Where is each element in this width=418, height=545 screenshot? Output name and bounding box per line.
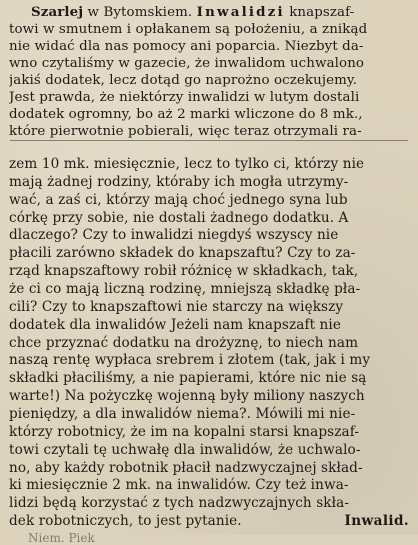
body-line: rząd knapszaftowy robił różnicę w składkach, tak, bbox=[9, 263, 359, 280]
body-line: dlaczego? Czy to inwalidzi niegdyś wszyscy nie bbox=[9, 227, 339, 244]
last-body-text: dek robotniczych, to jest pytanie. bbox=[9, 513, 242, 530]
body-line: naszą rentę wypłaca srebrem i złotem (tak, jak i my bbox=[9, 352, 371, 369]
body-line: płacili zarówno składek do knapszaftu? Czy to za- bbox=[9, 245, 356, 262]
body-line: ki miesięcznie 2 mk. na inwalidów. Czy też inwa- bbox=[9, 477, 349, 494]
intro-line-3: nie widać dla nas pomocy ani poparcia. Niezbyt da- bbox=[9, 39, 364, 54]
intro-line-2: towi w smutnem i opłakanem są położeniu, a znikąd bbox=[9, 22, 368, 37]
body-line: że ci co mają liczną rodzinę, mniejszą składkę pła- bbox=[9, 281, 361, 297]
body-line: lidzi będą korzystać z tych nadzwyczajnych skła- bbox=[9, 495, 350, 512]
body-line: zem 10 mk. miesięcznie, lecz to tylko ci, którzy nie bbox=[9, 156, 365, 172]
body-line: którzy robotnicy, że im na kopalni starsi knapszaf- bbox=[9, 423, 360, 440]
body-line: mają żadnej rodziny, któraby ich mogła utrzymy- bbox=[9, 173, 349, 190]
intro-line-5: jakiś dodatek, lecz dotąd go naprożno oczekujemy. bbox=[9, 73, 358, 88]
fold-divider bbox=[10, 140, 408, 141]
body-line: cili? Czy to knapszaftowi nie starczy na większy bbox=[9, 298, 344, 315]
body-line: wać, a zaś ci, którzy mają choć jednego syna lub bbox=[9, 191, 348, 208]
body-line: dodatek dla inwalidów Jeżeli nam knapszaft nie bbox=[9, 316, 342, 333]
place-label: Szarlej bbox=[31, 4, 84, 20]
body-line: warte!) Na pożyczkę wojenną były miliony naszych bbox=[9, 388, 365, 405]
body-line: pieniędzy, a dla inwalidów niema?. Mówili mi nie- bbox=[9, 406, 356, 422]
body-line: towi czytali tę uchwałę dla inwalidów, że uchwalo- bbox=[9, 441, 361, 458]
cut-off-next-article: Niem. Piek bbox=[28, 531, 95, 545]
intro-line-4: wno czytaliśmy w gazecie, że inwalidom uchwalono bbox=[9, 56, 365, 71]
last-body-line bbox=[9, 513, 409, 531]
intro-line-7: dodatek ogromny, bo aż 2 marki wliczone do 8 mk., bbox=[9, 107, 363, 122]
intro-line-1 bbox=[31, 4, 409, 21]
place-rest: w Bytomskiem. bbox=[87, 5, 193, 20]
body-line: no, aby każdy robotnik płacił nadzwyczajnej skład- bbox=[9, 459, 363, 476]
spaced-head: Inwalidzi bbox=[196, 4, 285, 20]
body-line: chce przyznać dodatku na drożyznę, to niech nam bbox=[9, 334, 359, 351]
intro-line-6: Jest prawda, że niektórzy inwalidzi w lutym dostali bbox=[9, 90, 360, 105]
body-line: składki płaciliśmy, a nie papierami, które nic nie są bbox=[9, 370, 367, 387]
intro-line-1-rest: knapszaf- bbox=[289, 5, 355, 20]
intro-line-8: które pierwotnie pobierali, więc teraz otrzymali ra- bbox=[9, 124, 362, 139]
signature: Inwalid. bbox=[344, 513, 409, 530]
body-line: córkę przy sobie, nie dostali żadnego dodatku. A bbox=[9, 209, 349, 226]
